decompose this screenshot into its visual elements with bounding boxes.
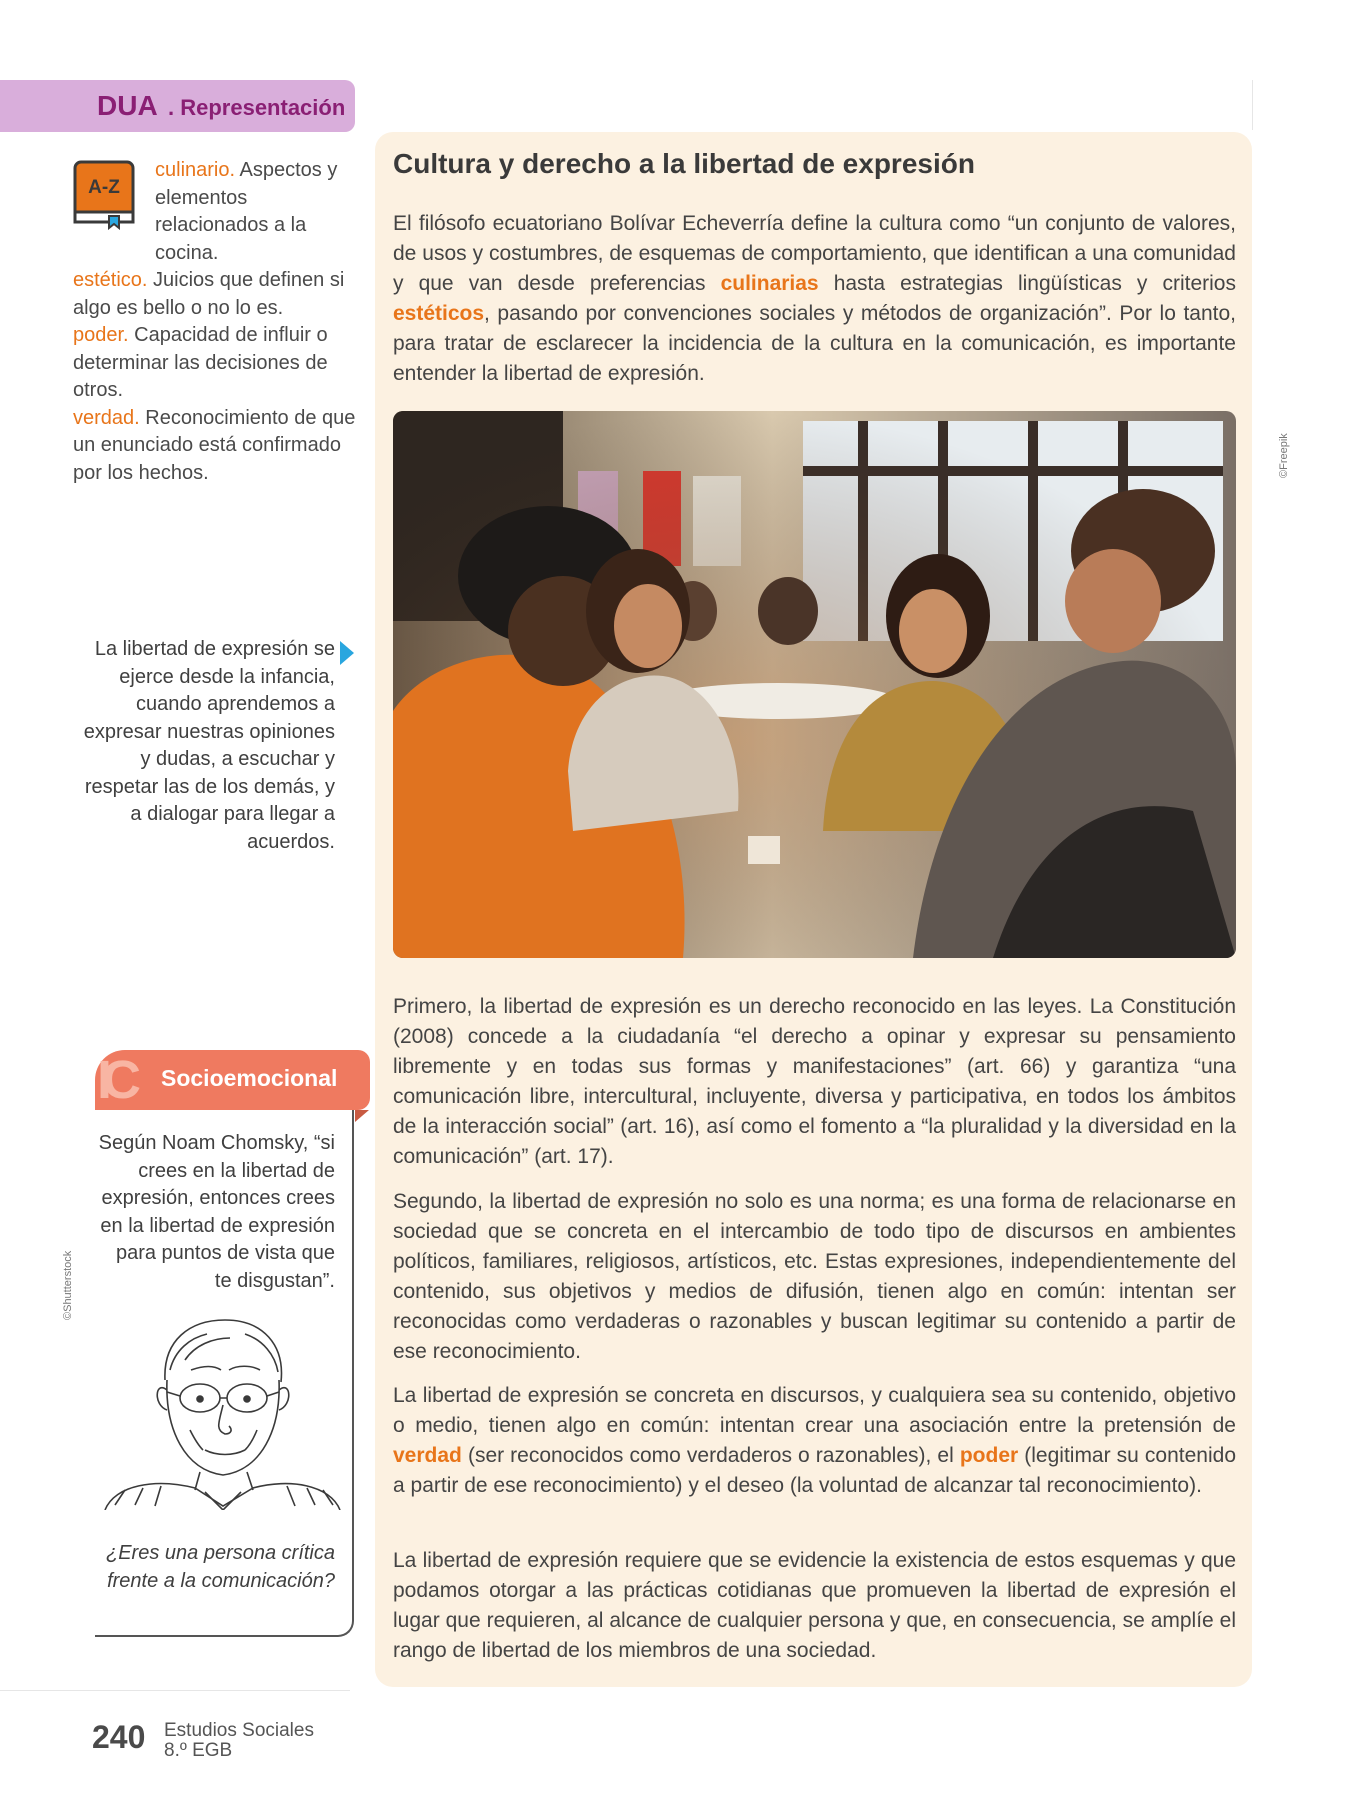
p3-text: (legitimar su contenido a partir de ese reconocimiento) y el deseo (la voluntad de alcanzar tal reconocimiento).	[393, 1444, 1237, 1497]
dictionary-icon-label: A-Z	[88, 177, 120, 198]
socio-label: Socioemocional	[161, 1065, 338, 1091]
glossary-term: poder.	[73, 324, 129, 346]
p3-text: (ser reconocidos como verdaderos o razonables), el	[461, 1444, 960, 1467]
glossary-entry-estetico	[73, 267, 356, 322]
chomsky-quote: Según Noam Chomsky, “si crees en la libertad de expresión, entonces crees en la libertad de expresión para puntos de vista que te disgustan”.	[98, 1132, 335, 1292]
intro-paragraph	[393, 209, 1236, 389]
glossary-entry-verdad	[73, 405, 356, 488]
intro-text: , pasando por convenciones sociales y métodos de organización”. Por lo tanto, para tratar de esclarecer la incidencia de la cultura en la comunicación, es importante entender la libertad de expresión.	[393, 302, 1236, 385]
glossary-entry-poder	[73, 322, 356, 405]
divider	[0, 1690, 350, 1691]
dua-label: . Representación	[168, 95, 346, 120]
footer-grade: 8.º EGB	[164, 1740, 233, 1761]
dua-tab	[0, 80, 355, 132]
group-conversation-photo	[393, 411, 1236, 958]
paragraph-conclusion: La libertad de expresión requiere que se evidencie la existencia de estos esquemas y que podamos otorgar a las prácticas cotidianas que promueven la libertad de expresión el lugar que requieren, al alcance de cualquier persona y que, en consecuencia, se amplíe el rango de libertad de los miembros de una sociedad.	[393, 1549, 1236, 1662]
glossary	[73, 157, 356, 487]
footer-subject: Estudios Sociales	[164, 1720, 314, 1741]
glossary-term: estético.	[73, 269, 148, 291]
glossary-entry-culinario	[73, 157, 356, 267]
socio-question: ¿Eres una persona crítica frente a la comunicación?	[106, 1542, 335, 1592]
intro-text: El filósofo ecuatoriano Bolívar Echeverría define la cultura como “un conjunto de valores, de usos y costumbres, de esquemas de comportamiento, que identifican a una comunidad y que van desde preferencias	[393, 212, 1236, 295]
highlight-esteticos: estéticos	[393, 302, 485, 325]
highlight-poder: poder	[959, 1444, 1019, 1467]
chomsky-portrait	[95, 1310, 345, 1510]
glossary-definition: Reconocimiento de que un enunciado está confirmado por los hechos.	[73, 406, 356, 484]
dua-strong: DUA	[97, 90, 158, 121]
socio-badge-icon: IC	[97, 1050, 131, 1110]
paragraph-primero: Primero, la libertad de expresión es un derecho reconocido en las leyes. La Constitución (2008) concede a la ciudadanía “el derecho a opinar y expresar su pensamiento libremente y en todas sus formas y manifestaciones” (art. 66) y garantiza “una comunicación libre, intercultural, incluyente, diversa y participativa, en todos los ámbitos de la interacción social” (art. 16), así como el fomento a “la pluralidad y la diversidad en la comunicación” (art. 17).	[393, 995, 1236, 1168]
socio-notch	[355, 1110, 369, 1122]
photo-credit-freepik: ©Freepik	[1278, 433, 1290, 478]
p3-text: La libertad de expresión se concreta en discursos, y cualquiera sea su contenido, objetivo o medio, tienen algo en común: intentan crear una asociación entre la pretensión de	[393, 1384, 1236, 1437]
glossary-term: culinario.	[155, 159, 236, 181]
highlight-culinarias: culinarias	[720, 272, 819, 295]
paragraph-discursos	[393, 1381, 1236, 1501]
page-number: 240	[92, 1719, 146, 1755]
highlight-verdad: verdad	[393, 1444, 462, 1467]
arrow-right-icon	[340, 641, 354, 665]
side-note: La libertad de expresión se ejerce desde la infancia, cuando aprendemos a expresar nuestras opiniones y dudas, a escuchar y respetar las de los demás, y a dialogar para llegar a acuerdos.	[83, 638, 335, 853]
glossary-definition: Aspectos y elementos relacionados a la cocina.	[155, 159, 338, 264]
glossary-definition: Capacidad de influir o determinar las decisiones de otros.	[73, 324, 328, 401]
intro-text: hasta estrategias lingüísticas y criterios	[818, 272, 1236, 295]
photo-credit-shutterstock: ©Shutterstock	[62, 1250, 74, 1320]
socio-tab	[95, 1050, 370, 1110]
divider	[1252, 80, 1253, 130]
paragraph-segundo: Segundo, la libertad de expresión no solo es una norma; es una forma de relacionarse en sociedad que se concreta en el intercambio de todo tipo de discursos en ambientes políticos, familiares, religiosos, artísticos, etc. Estas expresiones, independientemente del contenido, sus objetivos y medios de difusión, tienen algo en común: intentan ser reconocidas como verdaderas o razonables y buscan legitimar su contenido a partir de ese reconocimiento.	[393, 1190, 1236, 1363]
main-title: Cultura y derecho a la libertad de expresión	[393, 148, 975, 179]
glossary-definition: Juicios que definen si algo es bello o no lo es.	[73, 269, 345, 319]
glossary-term: verdad.	[73, 406, 140, 429]
